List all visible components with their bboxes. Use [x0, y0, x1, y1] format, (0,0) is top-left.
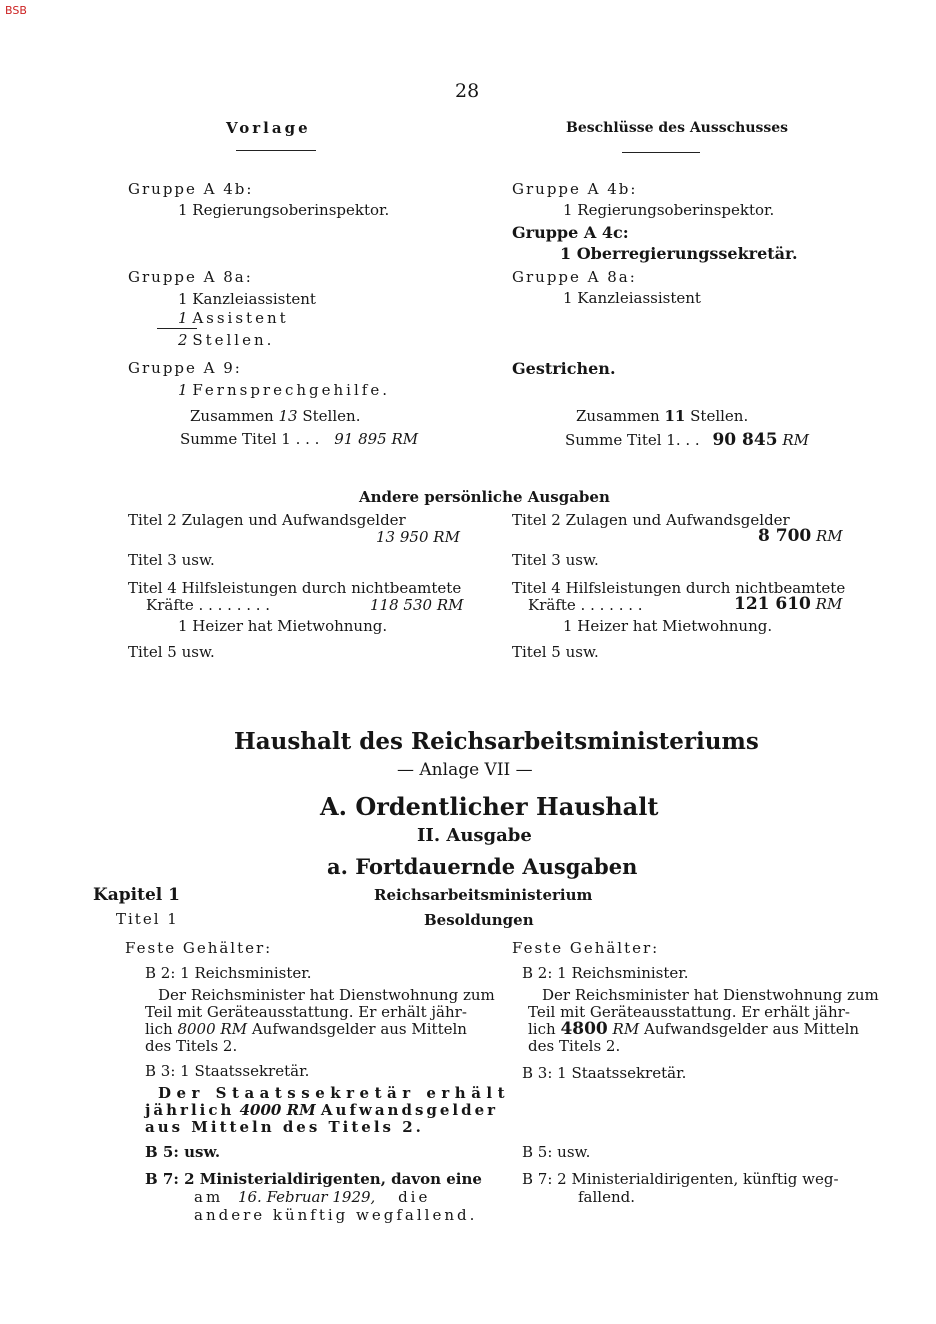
left-b7: B 7: 2 Ministerialdirigenten, davon eine: [145, 1170, 482, 1188]
right-titel-3: Titel 3 usw.: [512, 551, 599, 569]
left-summe-value: 91 895: [334, 430, 387, 448]
left-a4b-item: 1 Regierungsoberinspektor.: [178, 201, 390, 219]
right-gruppe-a8a: Gruppe A 8a:: [512, 268, 637, 286]
left-titel-2: Titel 2 Zulagen und Aufwandsgelder: [128, 511, 406, 529]
right-b2-note3-unit: RM: [612, 1020, 640, 1038]
left-b5: B 5: usw.: [145, 1143, 221, 1161]
right-zusammen: [576, 409, 748, 424]
right-gruppe-a4c: Gruppe A 4c:: [512, 223, 629, 242]
left-header-rule: [236, 150, 316, 151]
left-b2-note1: Der Reichsminister hat Dienstwohnung zum: [158, 986, 495, 1004]
left-feste-gehaelter: Feste Gehälter:: [125, 939, 273, 957]
left-a8a-rule: [157, 328, 197, 329]
right-titel-2-unit: RM: [816, 527, 843, 545]
right-summe: [565, 432, 809, 449]
left-b3-note2-b: Aufwandsgelder: [320, 1101, 499, 1119]
left-titel-4-unit: RM: [436, 596, 464, 614]
right-b2-note2: Teil mit Geräteausstattung. Er erhält jähr-: [528, 1003, 850, 1021]
andere-heading: Andere persönliche Ausgaben: [359, 488, 610, 506]
ordentlicher-haushalt-heading: A. Ordentlicher Haushalt: [320, 792, 659, 821]
ministerium-label: Reichsarbeitsministerium: [374, 886, 593, 904]
right-b2-note3: [528, 1021, 859, 1038]
left-b7-note1: [194, 1190, 430, 1205]
right-summe-value: 90 845: [712, 430, 778, 450]
right-zusammen-num: 11: [664, 407, 686, 425]
left-b3: B 3: 1 Staatssekretär.: [145, 1062, 310, 1080]
right-titel-4-line1: Titel 4 Hilfsleistungen durch nichtbeamtete: [512, 579, 846, 597]
left-zusammen-label: Zusammen: [190, 407, 274, 425]
left-b2: B 2: 1 Reichsminister.: [145, 964, 312, 982]
library-tag: BSB: [5, 4, 27, 17]
right-b7-note: fallend.: [578, 1188, 635, 1206]
right-titel-4-note: 1 Heizer hat Mietwohnung.: [563, 617, 773, 635]
besoldungen-label: Besoldungen: [424, 911, 534, 929]
haushalt-title: Haushalt des Reichsarbeitsministeriums: [234, 728, 759, 755]
left-b7-note2: andere künftig wegfallend.: [194, 1206, 478, 1224]
left-a8a-item2-text: Assistent: [192, 309, 289, 327]
left-titel-4-amount: [370, 598, 463, 613]
right-titel-4-amount: [734, 596, 842, 613]
right-titel-4-line2: Kräfte . . . . . . .: [528, 596, 643, 614]
right-b2-note3-a: lich: [528, 1020, 556, 1038]
right-b2-note1: Der Reichsminister hat Dienstwohnung zum: [542, 986, 879, 1004]
left-b3-note2-unit: RM: [286, 1101, 316, 1119]
right-gestrichen: Gestrichen.: [512, 359, 616, 378]
left-b7-note1-a: am: [194, 1188, 224, 1206]
left-b2-note4: des Titels 2.: [145, 1037, 238, 1055]
left-b2-note3-value: 8000: [177, 1020, 216, 1038]
kapitel-label: Kapitel 1: [93, 885, 181, 905]
left-b3-note2-a: jährlich: [145, 1101, 235, 1119]
right-header-rule: [622, 152, 700, 153]
left-titel-4-line1: Titel 4 Hilfsleistungen durch nichtbeamtete: [128, 579, 462, 597]
ausgabe-heading: II. Ausgabe: [417, 825, 532, 846]
left-a8a-item2: [178, 311, 289, 326]
left-titel-2-value: 13 950: [376, 528, 429, 546]
right-zusammen-tail: Stellen.: [690, 407, 749, 425]
left-zusammen-num: 13: [278, 407, 298, 425]
right-summe-label: Summe Titel 1. . .: [565, 431, 700, 449]
left-gruppe-a8a: Gruppe A 8a:: [128, 268, 253, 286]
left-summe-unit: RM: [391, 430, 419, 448]
right-b7: B 7: 2 Ministerialdirigenten, künftig weg-: [522, 1170, 839, 1188]
right-b3: B 3: 1 Staatssekretär.: [522, 1064, 687, 1082]
right-b2: B 2: 1 Reichsminister.: [522, 964, 689, 982]
right-titel-2-value: 8 700: [758, 526, 812, 546]
right-b5: B 5: usw.: [522, 1143, 591, 1161]
left-titel-4-note: 1 Heizer hat Mietwohnung.: [178, 617, 388, 635]
left-a8a-item3-num: 2: [178, 331, 188, 349]
left-titel-5: Titel 5 usw.: [128, 643, 215, 661]
right-titel-2: Titel 2 Zulagen und Aufwandsgelder: [512, 511, 790, 529]
left-titel-4-line2: Kräfte . . . . . . . .: [146, 596, 271, 614]
right-column-header: Beschlüsse des Ausschusses: [566, 120, 789, 136]
left-b7-note1-date: 16. Februar 1929,: [237, 1188, 376, 1206]
left-a8a-item1: 1 Kanzleiassistent: [178, 290, 316, 308]
left-zusammen: [190, 409, 360, 424]
left-b2-note3-a: lich: [145, 1020, 173, 1038]
right-titel-5: Titel 5 usw.: [512, 643, 599, 661]
left-titel-3: Titel 3 usw.: [128, 551, 215, 569]
right-a4b-item: 1 Regierungsoberinspektor.: [563, 201, 775, 219]
page-number: 28: [455, 80, 480, 102]
right-titel-2-amount: [758, 528, 843, 545]
left-b3-note3: aus Mitteln des Titels 2.: [145, 1118, 424, 1136]
right-summe-unit: RM: [782, 431, 809, 449]
left-a8a-item3: [178, 333, 274, 348]
right-gruppe-a4b: Gruppe A 4b:: [512, 180, 638, 198]
left-b7-note1-b: die: [398, 1188, 431, 1206]
left-a9-item-num: 1: [178, 381, 188, 399]
left-b2-note3-unit: RM: [220, 1020, 248, 1038]
left-titel-2-amount: [376, 530, 460, 545]
right-b2-note3-b: Aufwandsgelder aus Mitteln: [643, 1020, 860, 1038]
anlage-label: — Anlage VII —: [397, 760, 533, 780]
left-b2-note3-b: Aufwandsgelder aus Mitteln: [251, 1020, 467, 1038]
right-feste-gehaelter: Feste Gehälter:: [512, 939, 660, 957]
left-summe-label: Summe Titel 1 . . .: [180, 430, 320, 448]
titel-1-label: Titel 1: [116, 910, 179, 928]
right-a4c-item: 1 Oberregierungssekretär.: [560, 244, 798, 263]
right-zusammen-label: Zusammen: [576, 407, 660, 425]
left-b3-note1: Der Staatssekretär erhält: [158, 1084, 511, 1102]
right-b2-note4: des Titels 2.: [528, 1037, 621, 1055]
left-column-header: Vorlage: [226, 119, 311, 137]
right-a8a-item: 1 Kanzleiassistent: [563, 289, 701, 307]
left-titel-4-value: 118 530: [370, 596, 433, 614]
right-titel-4-value: 121 610: [734, 594, 811, 614]
left-gruppe-a4b: Gruppe A 4b:: [128, 180, 254, 198]
left-b3-note2: [145, 1103, 498, 1118]
left-summe: [180, 432, 418, 447]
left-a9-item: [178, 383, 390, 398]
left-a8a-item3-text: Stellen.: [192, 331, 275, 349]
left-a8a-item2-num: 1: [178, 309, 188, 327]
right-titel-4-unit: RM: [815, 595, 843, 613]
left-gruppe-a9: Gruppe A 9:: [128, 359, 242, 377]
left-titel-2-unit: RM: [433, 528, 460, 546]
fortdauernde-heading: a. Fortdauernde Ausgaben: [327, 854, 638, 879]
right-b2-note3-value: 4800: [560, 1019, 608, 1039]
left-a9-item-text: Fernsprechgehilfe.: [192, 381, 390, 399]
left-b3-note2-value: 4000: [239, 1101, 282, 1119]
left-b2-note3: [145, 1022, 467, 1037]
left-zusammen-tail: Stellen.: [302, 407, 361, 425]
left-b2-note2: Teil mit Geräteausstattung. Er erhält jähr-: [145, 1003, 467, 1021]
